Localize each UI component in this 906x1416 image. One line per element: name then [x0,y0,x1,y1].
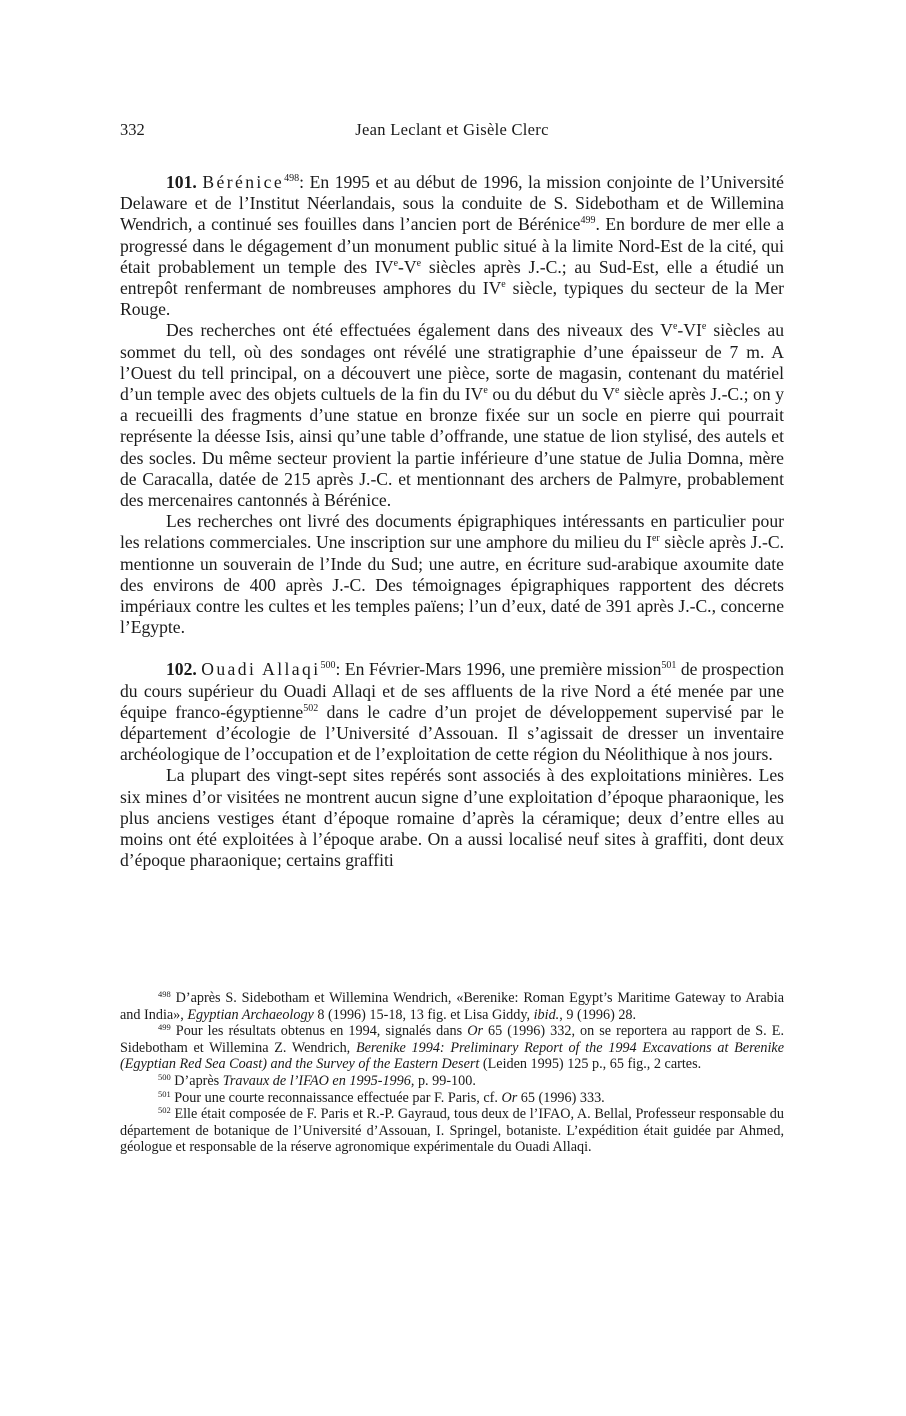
main-text [120,172,784,872]
entry-place-name: Ouadi Allaqi [201,659,321,680]
footnote-499: $^{499}$ Pour les résultats obtenus en 1994, signalés dans Or 65 (1996) 332, on se reportera au rapport de S. E. Sidebotham et Willemina Z. Wendrich, Berenike 1994: Preliminary Report of the 1994 Excavations at Berenike (Egyptian Red Sea Coast) and the Survey of the Eastern Desert (Leiden 1995) 125 p., 65 fig., 2 cartes. [120,1022,785,1073]
entry-102-paragraph-1: 102. Ouadi Allaqi$^{500}$: En Février-Mars 1996, une première mission$^{501}$ de prospection du cours supérieur du Ouadi Allaqi et de ses affluents de la rive Nord a été menée par une équipe franco-égyptienne$^{502}$ dans le cadre d’un projet de développement supervisé par le département d’écologie de l’Université d’Assouan. Il s’agissait de dresser un inventaire archéologique de l’occupation et de l’exploitation de cette région du Néolithique à nos jours. [120,659,784,765]
page-header [120,120,784,144]
entry-101-paragraph-3: Les recherches ont livré des documents épigraphiques intéressants en particulier pour les relations commerciales. Une inscription sur une amphore du milieu du Ier siècle après J.-C. mentionne un souverain de l’Inde du Sud; une autre, en écriture sud-arabique axoumite date des environs de 400 après J.-C. Des témoignages épigraphiques rapportent des décrets impériaux contre les cultes et les temples païens; l’un d’eux, daté de 391 après J.-C., concerne l’Egypte. [120,511,784,638]
footnote-ref: 501 [661,660,677,672]
running-title: Jean Leclant et Gisèle Clerc [355,120,549,139]
entry-number: 101. [166,172,197,192]
footnote-502: $^{502}$ Elle était composée de F. Paris et R.-P. Gayraud, tous deux de l’IFAO, A. Bellal, Professeur responsable du département de botanique de l’Université d’Assouan, I. Springel, botaniste. L’expédition était guidée par Ahmed, géologue et responsable de la réserve agronomique expérimentale du Ouadi Allaqi. [120,1105,784,1156]
footnote-ref: 498 [284,173,300,184]
entry-101-paragraph-1: 101. Bérénice$^{498}$: En 1995 et au début de 1996, la mission conjointe de l’Université Delaware et de l’Institut Néerlandais, sous la conduite de S. Sidebotham et de Willemina Wendrich, a continué ses fouilles dans l’ancien port de Bérénice$^{499}$. En bordure de mer elle a progressé dans le dégagement d’un monument public situé à la limite Nord-Est de la cité, qui était probablement un temple des IVe-Ve siècles après J.-C.; au Sud-Est, elle a étudié un entrepôt renfermant de nombreuses amphores du IVe siècle, typiques du secteur de la Mer Rouge. [120,172,785,320]
footnote-500: $^{500}$ D’après Travaux de l’IFAO en 1995-1996, p. 99-100. [158,1071,476,1089]
entry-102-paragraph-2: La plupart des vingt-sept sites repérés sont associés à des exploitations minières. Les six mines d’or visitées ne montrent aucun signe d’une exploitation d’époque pharaonique, les plus anciens vestiges étant d’époque romaine d’après la céramique; deux d’entre elles au moins ont été exploitées à l’époque arabe. On a aussi localisé neuf sites à graffiti, dont deux d’époque pharaonique; certains graffiti [120,765,784,871]
entry-101-paragraph-2: Des recherches ont été effectuées également dans des niveaux des Ve-VIe siècles au sommet du tell, où des sondages ont révélé une stratigraphie d’une épaisseur de 7 m. A l’Ouest du tell principal, on a découvert une pièce, sorte de magasin, contenant du matériel d’un temple avec des objets cultuels de la fin du IVe ou du début du Ve siècle après J.-C.; on y a recueilli des fragments d’une statue en bronze fixée sur un socle en pierre qui pourrait représente la déesse Isis, ainsi qu’une table d’offrande, une statue de lion stylisé, des autels et des socles. Du même secteur provient la partie inférieure d’une statue de Julia Domna, mère de Caracalla, datée de 215 après J.-C. et mentionnant des archers de Palmyre, probablement des mercenaires cantonnés à Bérénice. [120,320,785,511]
entry-place-name: Bérénice [202,172,285,192]
footnote-ref: 500 [320,660,336,672]
footnote-498: $^{498}$ D’après S. Sidebotham et Willemina Wendrich, «Berenike: Roman Egypt’s Maritime Gateway to Arabia and India», Egyptian Archaeology 8 (1996) 15-18, 13 fig. et Lisa Giddy, ibid., 9 (1996) 28. [120,989,784,1023]
footnote-501: $^{501}$ Pour une courte reconnaissance effectuée par F. Paris, cf. Or 65 (1996) 333. [158,1088,605,1106]
footnotes [120,990,784,1156]
page-number: 332 [120,120,145,139]
footnote-ref: 499 [580,215,596,227]
entry-number: 102. [166,659,197,680]
footnote-ref: 502 [303,702,319,714]
